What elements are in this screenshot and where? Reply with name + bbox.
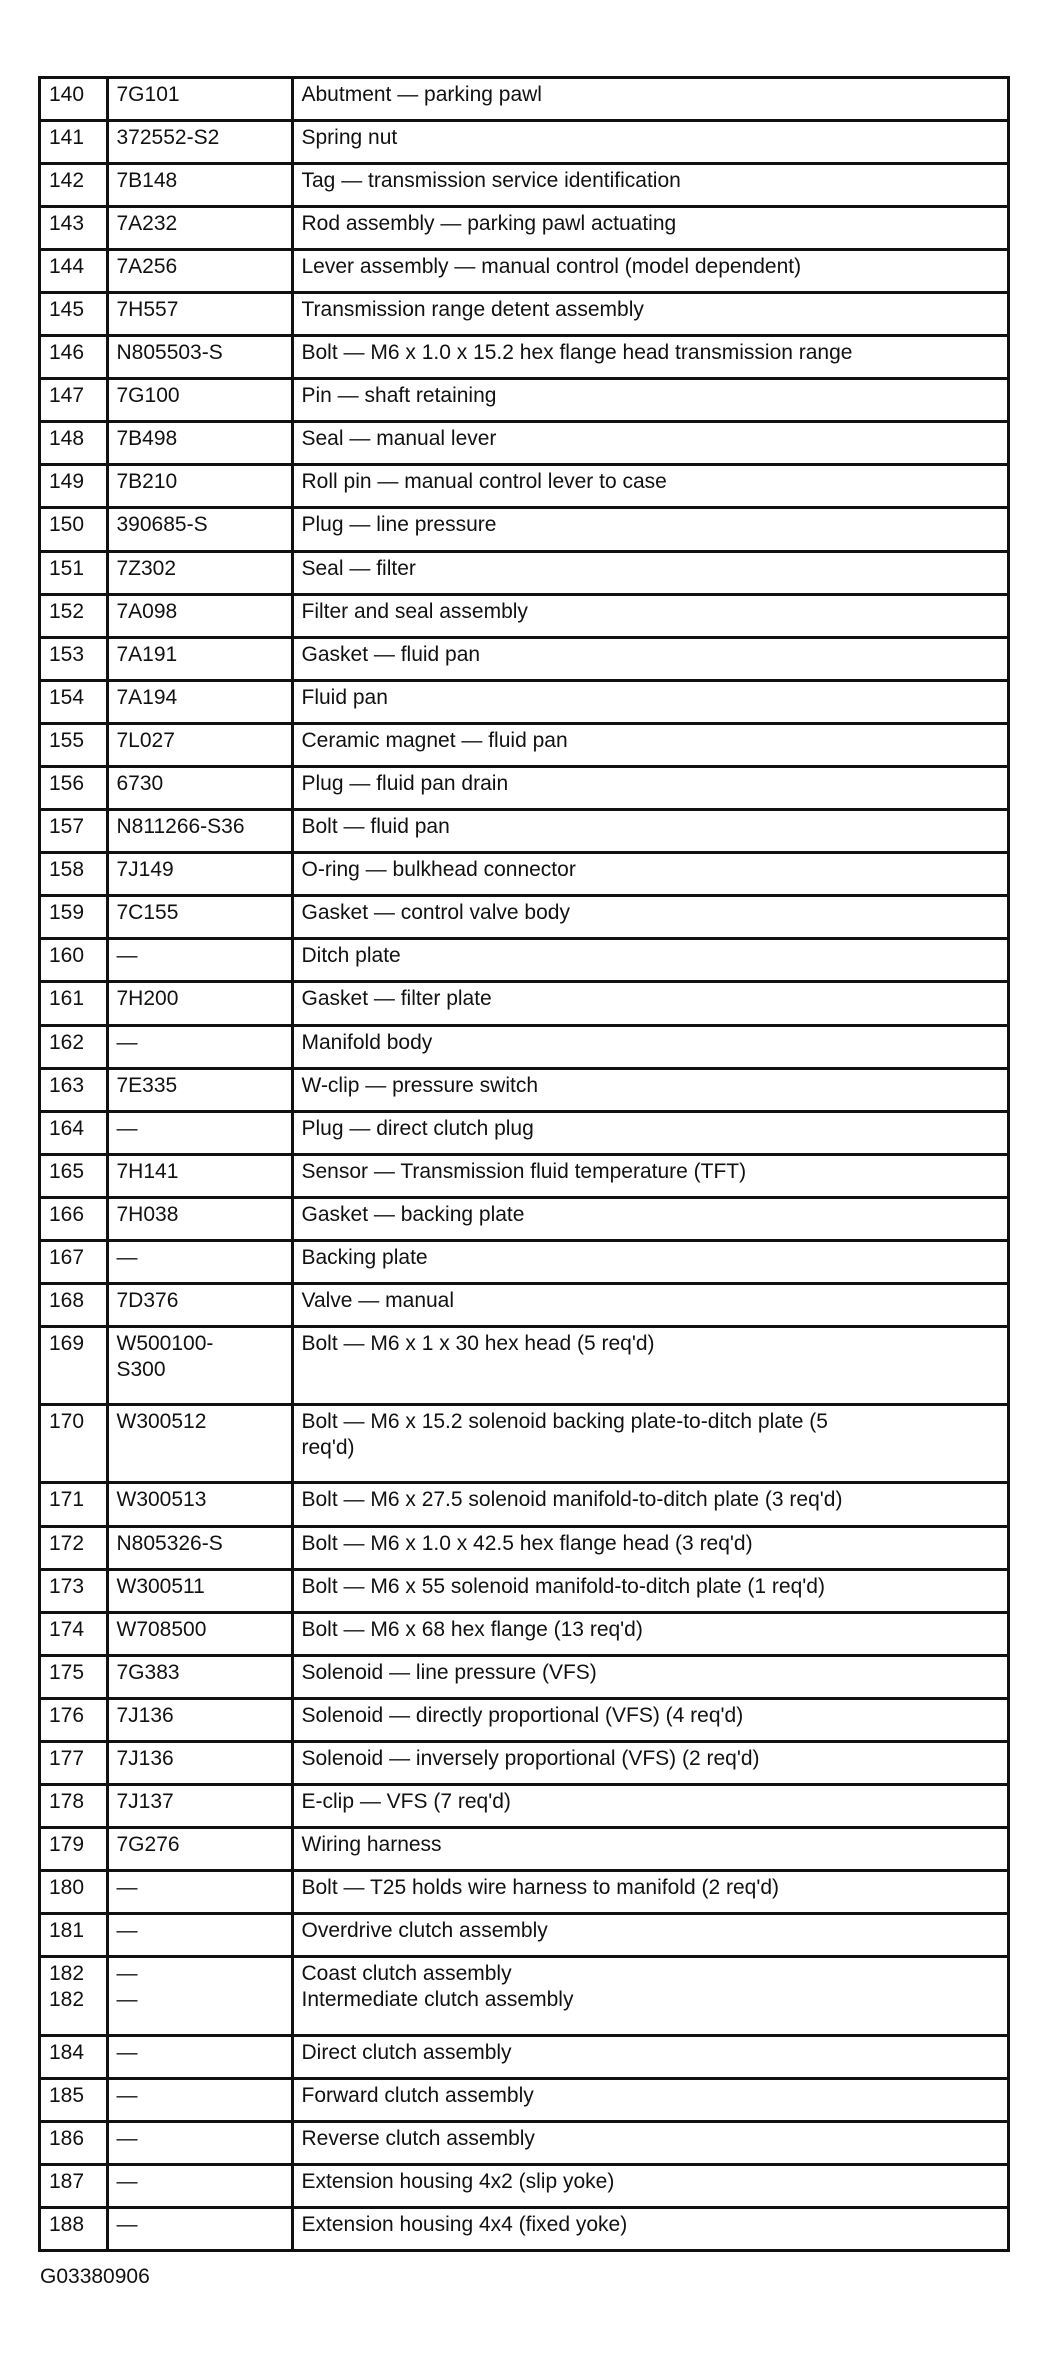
ref-number-cell: 153	[41, 637, 107, 680]
description-cell: Bolt — fluid pan	[292, 810, 1007, 853]
table-row	[41, 1284, 1007, 1327]
description-cell: Direct clutch assembly	[292, 2035, 1007, 2078]
part-number-cell: 7H141	[107, 1154, 292, 1197]
ref-number-cell: 166	[41, 1197, 107, 1240]
table-row	[41, 1241, 1007, 1284]
ref-number-cell: 167	[41, 1241, 107, 1284]
part-number-cell: —	[107, 1914, 292, 1957]
description-cell: Plug — direct clutch plug	[292, 1111, 1007, 1154]
table-row	[41, 1154, 1007, 1197]
description-cell: Solenoid — line pressure (VFS)	[292, 1655, 1007, 1698]
table-row	[41, 1914, 1007, 1957]
table-row	[41, 120, 1007, 163]
ref-number-cell: 142	[41, 163, 107, 206]
description-cell: Bolt — T25 holds wire harness to manifold (2 req'd)	[292, 1871, 1007, 1914]
description-cell: Bolt — M6 x 68 hex flange (13 req'd)	[292, 1612, 1007, 1655]
part-number-cell: 390685-S	[107, 508, 292, 551]
part-number-cell: 7G383	[107, 1655, 292, 1698]
description-cell: Gasket — filter plate	[292, 982, 1007, 1025]
description-cell: Roll pin — manual control lever to case	[292, 465, 1007, 508]
part-number-cell: 7A256	[107, 249, 292, 292]
part-number-cell	[107, 1957, 292, 2035]
ref-number-cell: 159	[41, 896, 107, 939]
table-row	[41, 551, 1007, 594]
description-cell: Bolt — M6 x 1 x 30 hex head (5 req'd)	[292, 1327, 1007, 1405]
table-row	[41, 982, 1007, 1025]
description-cell: Seal — manual lever	[292, 422, 1007, 465]
part-number-cell: 7L027	[107, 723, 292, 766]
ref-number-cell: 163	[41, 1068, 107, 1111]
part-number-cell	[107, 1327, 292, 1405]
table-row	[41, 2078, 1007, 2121]
description-cell: Ditch plate	[292, 939, 1007, 982]
ref-number-cell: 179	[41, 1828, 107, 1871]
part-number-cell: —	[107, 2078, 292, 2121]
part-number-cell: 7A098	[107, 594, 292, 637]
part-number-cell: —	[107, 2164, 292, 2207]
ref-number-cell: 149	[41, 465, 107, 508]
part-number-cell: W300512	[107, 1405, 292, 1483]
description-cell: Wiring harness	[292, 1828, 1007, 1871]
description-cell: Abutment — parking pawl	[292, 79, 1007, 120]
part-number-cell: 6730	[107, 766, 292, 809]
description-cell: Reverse clutch assembly	[292, 2121, 1007, 2164]
description-cell: Extension housing 4x2 (slip yoke)	[292, 2164, 1007, 2207]
ref-number-cell: 147	[41, 379, 107, 422]
table-row	[41, 723, 1007, 766]
part-number-cell: 7B148	[107, 163, 292, 206]
part-number-cell: 7J149	[107, 853, 292, 896]
ref-number: 182	[49, 1988, 85, 2012]
description-cell: E-clip — VFS (7 req'd)	[292, 1785, 1007, 1828]
ref-number-cell: 187	[41, 2164, 107, 2207]
description-cell: Lever assembly — manual control (model dependent)	[292, 249, 1007, 292]
part-number-cell: 7J136	[107, 1742, 292, 1785]
part-number-cell: 372552-S2	[107, 120, 292, 163]
part-number-cell: 7B210	[107, 465, 292, 508]
part-number-cell: —	[107, 1111, 292, 1154]
ref-number: 182	[49, 1962, 85, 1986]
table-row	[41, 163, 1007, 206]
part-number-cell: 7B498	[107, 422, 292, 465]
part-number-cell: 7J137	[107, 1785, 292, 1828]
description-cell: Plug — fluid pan drain	[292, 766, 1007, 809]
ref-number-cell: 177	[41, 1742, 107, 1785]
ref-number-cell: 171	[41, 1483, 107, 1526]
ref-number-cell: 144	[41, 249, 107, 292]
table-row	[41, 2121, 1007, 2164]
part-number-cell: 7D376	[107, 1284, 292, 1327]
description-cell: O-ring — bulkhead connector	[292, 853, 1007, 896]
part-number-cell: N805326-S	[107, 1526, 292, 1569]
part-number-cell: N805503-S	[107, 336, 292, 379]
ref-number-cell: 175	[41, 1655, 107, 1698]
ref-number-cell: 141	[41, 120, 107, 163]
table-row	[41, 1698, 1007, 1741]
table-row	[41, 379, 1007, 422]
part-number-cell: 7H038	[107, 1197, 292, 1240]
description-cell: Gasket — backing plate	[292, 1197, 1007, 1240]
description-cell: Filter and seal assembly	[292, 594, 1007, 637]
table-row	[41, 1327, 1007, 1405]
table-row	[41, 853, 1007, 896]
description: Bolt — M6 x 15.2 solenoid backing plate-to-ditch plate (5	[301, 1410, 828, 1434]
ref-number-cell: 169	[41, 1327, 107, 1405]
part-number: —	[116, 1988, 138, 2012]
ref-number-cell: 188	[41, 2207, 107, 2249]
description-cell: Valve — manual	[292, 1284, 1007, 1327]
part-number: S300	[116, 1358, 166, 1382]
ref-number-cell: 180	[41, 1871, 107, 1914]
ref-number-cell: 164	[41, 1111, 107, 1154]
part-number-cell: N811266-S36	[107, 810, 292, 853]
description-cell: Solenoid — directly proportional (VFS) (4 req'd)	[292, 1698, 1007, 1741]
description-cell	[292, 1405, 1007, 1483]
description-cell	[292, 1957, 1007, 2035]
table-row	[41, 249, 1007, 292]
table-row	[41, 79, 1007, 120]
table-row	[41, 2035, 1007, 2078]
description-cell: Gasket — control valve body	[292, 896, 1007, 939]
part-number-cell: 7A194	[107, 680, 292, 723]
ref-number-cell: 172	[41, 1526, 107, 1569]
table-row	[41, 508, 1007, 551]
part-number-cell: 7J136	[107, 1698, 292, 1741]
part-number-cell: 7G101	[107, 79, 292, 120]
ref-number-cell	[41, 1957, 107, 2035]
description-cell: Transmission range detent assembly	[292, 292, 1007, 335]
figure-id: G03380906	[40, 2265, 150, 2288]
table-row	[41, 896, 1007, 939]
description-cell: Extension housing 4x4 (fixed yoke)	[292, 2207, 1007, 2249]
table-row	[41, 680, 1007, 723]
table-row	[41, 465, 1007, 508]
table-row	[41, 1612, 1007, 1655]
table-row	[41, 1197, 1007, 1240]
description-cell: Rod assembly — parking pawl actuating	[292, 206, 1007, 249]
description-cell: Bolt — M6 x 1.0 x 42.5 hex flange head (3 req'd)	[292, 1526, 1007, 1569]
part-number-cell: 7G276	[107, 1828, 292, 1871]
description-cell: Pin — shaft retaining	[292, 379, 1007, 422]
description-cell: Plug — line pressure	[292, 508, 1007, 551]
ref-number-cell: 150	[41, 508, 107, 551]
ref-number-cell: 160	[41, 939, 107, 982]
table-row	[41, 206, 1007, 249]
description-cell: Tag — transmission service identification	[292, 163, 1007, 206]
ref-number-cell: 152	[41, 594, 107, 637]
table-row	[41, 2207, 1007, 2249]
description: req'd)	[301, 1436, 355, 1460]
part-number-cell: 7E335	[107, 1068, 292, 1111]
description: Coast clutch assembly	[301, 1962, 512, 1986]
ref-number-cell: 184	[41, 2035, 107, 2078]
table-row	[41, 1785, 1007, 1828]
ref-number-cell: 143	[41, 206, 107, 249]
part-number-cell: 7H557	[107, 292, 292, 335]
ref-number-cell: 168	[41, 1284, 107, 1327]
description-cell: Spring nut	[292, 120, 1007, 163]
part-number-cell: 7G100	[107, 379, 292, 422]
description-cell: Solenoid — inversely proportional (VFS) (2 req'd)	[292, 1742, 1007, 1785]
part-number-cell: 7A191	[107, 637, 292, 680]
ref-number-cell: 148	[41, 422, 107, 465]
description-cell: Bolt — M6 x 1.0 x 15.2 hex flange head transmission range	[292, 336, 1007, 379]
table-row	[41, 422, 1007, 465]
ref-number-cell: 181	[41, 1914, 107, 1957]
table-row	[41, 1655, 1007, 1698]
ref-number-cell: 157	[41, 810, 107, 853]
part-number: W500100-	[116, 1332, 214, 1356]
table-row	[41, 1828, 1007, 1871]
description-cell: Gasket — fluid pan	[292, 637, 1007, 680]
table-row	[41, 1871, 1007, 1914]
ref-number-cell: 170	[41, 1405, 107, 1483]
part-number-cell: 7Z302	[107, 551, 292, 594]
table-row	[41, 1569, 1007, 1612]
ref-number-cell: 151	[41, 551, 107, 594]
table-row	[41, 336, 1007, 379]
description-cell: Bolt — M6 x 55 solenoid manifold-to-ditch plate (1 req'd)	[292, 1569, 1007, 1612]
parts-table-body	[41, 79, 1007, 2249]
description-cell: Bolt — M6 x 27.5 solenoid manifold-to-ditch plate (3 req'd)	[292, 1483, 1007, 1526]
table-row	[41, 1405, 1007, 1483]
ref-number-cell: 165	[41, 1154, 107, 1197]
parts-table	[41, 79, 1007, 2249]
ref-number-cell: 156	[41, 766, 107, 809]
part-number-cell: —	[107, 2207, 292, 2249]
part-number-cell: —	[107, 1871, 292, 1914]
ref-number-cell: 162	[41, 1025, 107, 1068]
table-row	[41, 1957, 1007, 2035]
table-row	[41, 1526, 1007, 1569]
table-row	[41, 939, 1007, 982]
part-number-cell: —	[107, 939, 292, 982]
description-cell: Overdrive clutch assembly	[292, 1914, 1007, 1957]
description-cell: Backing plate	[292, 1241, 1007, 1284]
ref-number-cell: 146	[41, 336, 107, 379]
table-row	[41, 594, 1007, 637]
description-cell: Manifold body	[292, 1025, 1007, 1068]
table-row	[41, 1742, 1007, 1785]
table-row	[41, 2164, 1007, 2207]
table-row	[41, 766, 1007, 809]
description-cell: W-clip — pressure switch	[292, 1068, 1007, 1111]
part-number-cell: —	[107, 2035, 292, 2078]
table-row	[41, 637, 1007, 680]
parts-table-frame	[38, 76, 1010, 2252]
description-cell: Ceramic magnet — fluid pan	[292, 723, 1007, 766]
ref-number-cell: 154	[41, 680, 107, 723]
part-number-cell: —	[107, 2121, 292, 2164]
ref-number-cell: 158	[41, 853, 107, 896]
part-number-cell: W708500	[107, 1612, 292, 1655]
ref-number-cell: 185	[41, 2078, 107, 2121]
part-number-cell: —	[107, 1241, 292, 1284]
ref-number-cell: 173	[41, 1569, 107, 1612]
part-number-cell: 7A232	[107, 206, 292, 249]
ref-number-cell: 155	[41, 723, 107, 766]
part-number-cell: W300513	[107, 1483, 292, 1526]
ref-number-cell: 174	[41, 1612, 107, 1655]
ref-number-cell: 178	[41, 1785, 107, 1828]
ref-number-cell: 161	[41, 982, 107, 1025]
ref-number-cell: 145	[41, 292, 107, 335]
table-row	[41, 1111, 1007, 1154]
part-number-cell: —	[107, 1025, 292, 1068]
table-row	[41, 810, 1007, 853]
ref-number-cell: 186	[41, 2121, 107, 2164]
part-number-cell: W300511	[107, 1569, 292, 1612]
description-cell: Fluid pan	[292, 680, 1007, 723]
description-cell: Sensor — Transmission fluid temperature (TFT)	[292, 1154, 1007, 1197]
description: Intermediate clutch assembly	[301, 1988, 574, 2012]
ref-number-cell: 140	[49, 83, 85, 106]
description-cell: Forward clutch assembly	[292, 2078, 1007, 2121]
table-row	[41, 292, 1007, 335]
part-number-cell: 7C155	[107, 896, 292, 939]
table-row	[41, 1483, 1007, 1526]
ref-number-cell: 176	[41, 1698, 107, 1741]
part-number-cell: 7H200	[107, 982, 292, 1025]
part-number: —	[116, 1962, 138, 1986]
table-row	[41, 1025, 1007, 1068]
table-row	[41, 1068, 1007, 1111]
description-cell: Seal — filter	[292, 551, 1007, 594]
